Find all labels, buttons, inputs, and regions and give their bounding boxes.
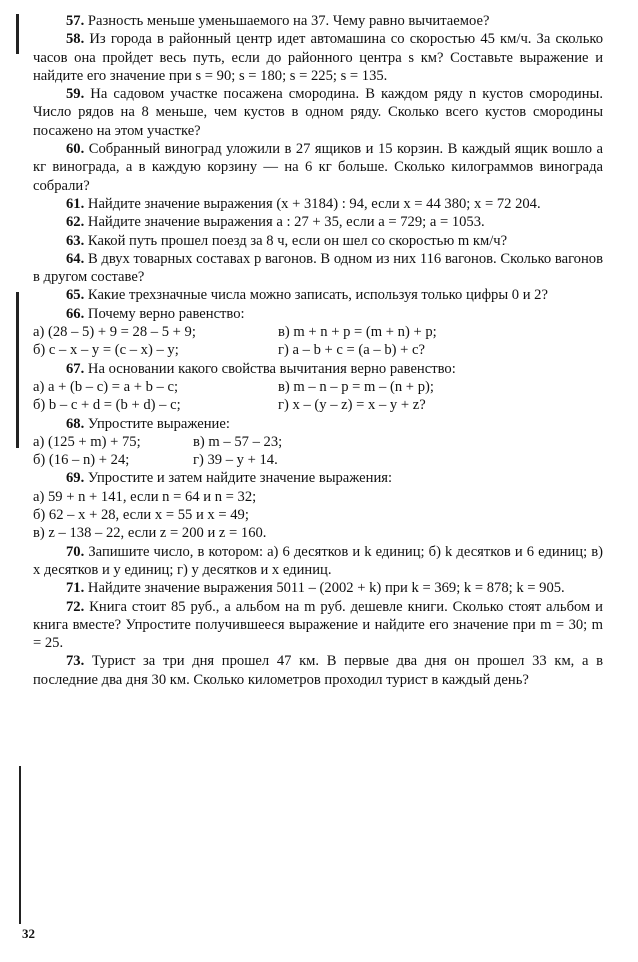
problem-63: 63. Какой путь прошел поезд за 8 ч, если он шел со скоростью m км/ч? bbox=[66, 232, 508, 249]
item-a: а) (28 – 5) + 9 = 28 – 5 + 9; bbox=[33, 324, 196, 341]
textbook-page bbox=[33, 12, 603, 689]
problem-58: 58. Из города в районный центр идет автомашина со скоростью 45 км/ч. За сколько часов она пройдет весь путь, если до районного центра s км? Составьте выражение и найдите его значение при s = 90; s = 180; s = 225; s = 135. bbox=[33, 31, 603, 84]
problem-67: 67. На основании какого свойства вычитания верно равенство: bbox=[66, 360, 456, 377]
problem-61: 61. Найдите значение выражения (x + 3184) : 94, если x = 44 380; x = 72 204. bbox=[66, 195, 541, 212]
problem-72: 72. Книга стоит 85 руб., а альбом на m руб. дешевле книги. Сколько стоят альбом и книга вместе? Упростите получившееся выражение и найдите его значение при m = 30; m = 25. bbox=[33, 598, 603, 652]
page-number: 32 bbox=[22, 926, 35, 941]
item-v: в) m – n – p = m – (n + p); bbox=[278, 378, 434, 395]
problem-60: 60. Собранный виноград уложили в 27 ящиков и 15 корзин. В каждый ящик вошло a кг винограда, а в каждую корзину — на 6 кг больше. Сколько килограммов винограда собрали? bbox=[33, 141, 603, 194]
problem-59: 59. На садовом участке посажена смородина. В каждом ряду n кустов смородины. Число рядов на 8 меньше, чем кустов в одном ряду. Сколько всего кустов смородины посажено на этом участке? bbox=[33, 86, 603, 139]
problem-69: 69. Упростите и затем найдите значение выражения: bbox=[66, 470, 393, 487]
item-a: а) a + (b – c) = a + b – c; bbox=[33, 378, 179, 395]
item-b: б) b – c + d = (b + d) – c; bbox=[33, 397, 181, 414]
item-a: а) 59 + n + 141, если n = 64 и n = 32; bbox=[33, 488, 257, 505]
item-v: в) z – 138 – 22, если z = 200 и z = 160. bbox=[33, 525, 267, 542]
item-g: г) 39 – y + 14. bbox=[193, 452, 278, 469]
problem-68: 68. Упростите выражение: bbox=[66, 415, 230, 432]
problem-64: 64. В двух товарных составах p вагонов. В одном из них 116 вагонов. Сколько вагонов в другом составе? bbox=[33, 250, 603, 286]
problem-71: 71. Найдите значение выражения 5011 – (2002 + k) при k = 369; k = 878; k = 905. bbox=[66, 580, 565, 597]
problem-67-items bbox=[33, 378, 603, 415]
problem-66: 66. Почему верно равенство: bbox=[66, 305, 245, 322]
item-b: б) c – x – y = (c – x) – y; bbox=[33, 342, 179, 359]
item-a: а) (125 + m) + 75; bbox=[33, 433, 141, 450]
item-g: г) a – b + c = (a – b) + c? bbox=[278, 342, 425, 359]
item-b: б) (16 – n) + 24; bbox=[33, 452, 130, 469]
problem-68-items bbox=[33, 433, 603, 470]
problem-65: 65. Какие трехзначные числа можно записать, используя только цифры 0 и 2? bbox=[66, 287, 548, 304]
item-v: в) m + n + p = (m + n) + p; bbox=[278, 324, 437, 341]
margin-bar bbox=[16, 292, 19, 448]
item-g: г) x – (y – z) = x – y + z? bbox=[278, 397, 426, 414]
problem-62: 62. Найдите значение выражения a : 27 + 35, если a = 729; a = 1053. bbox=[66, 214, 485, 231]
item-b: б) 62 – x + 28, если x = 55 и x = 49; bbox=[33, 507, 249, 524]
problem-70: 70. Запишите число, в котором: а) 6 десятков и k единиц; б) k десятков и 6 единиц; в) x десятков и y единиц; г) y десятков и x единиц. bbox=[33, 543, 603, 578]
problem-66-items bbox=[33, 323, 603, 360]
problem-73: 73. Турист за три дня прошел 47 км. В первые два дня он прошел 33 км, а в последние два дня 30 км. Сколько километров проходил турист в каждый день? bbox=[33, 653, 603, 688]
problem-57: 57. Разность меньше уменьшаемого на 37. Чему равно вычитаемое? bbox=[66, 13, 490, 29]
margin-bar bbox=[19, 766, 21, 924]
margin-bar bbox=[16, 14, 19, 54]
item-v: в) m – 57 – 23; bbox=[193, 433, 283, 450]
